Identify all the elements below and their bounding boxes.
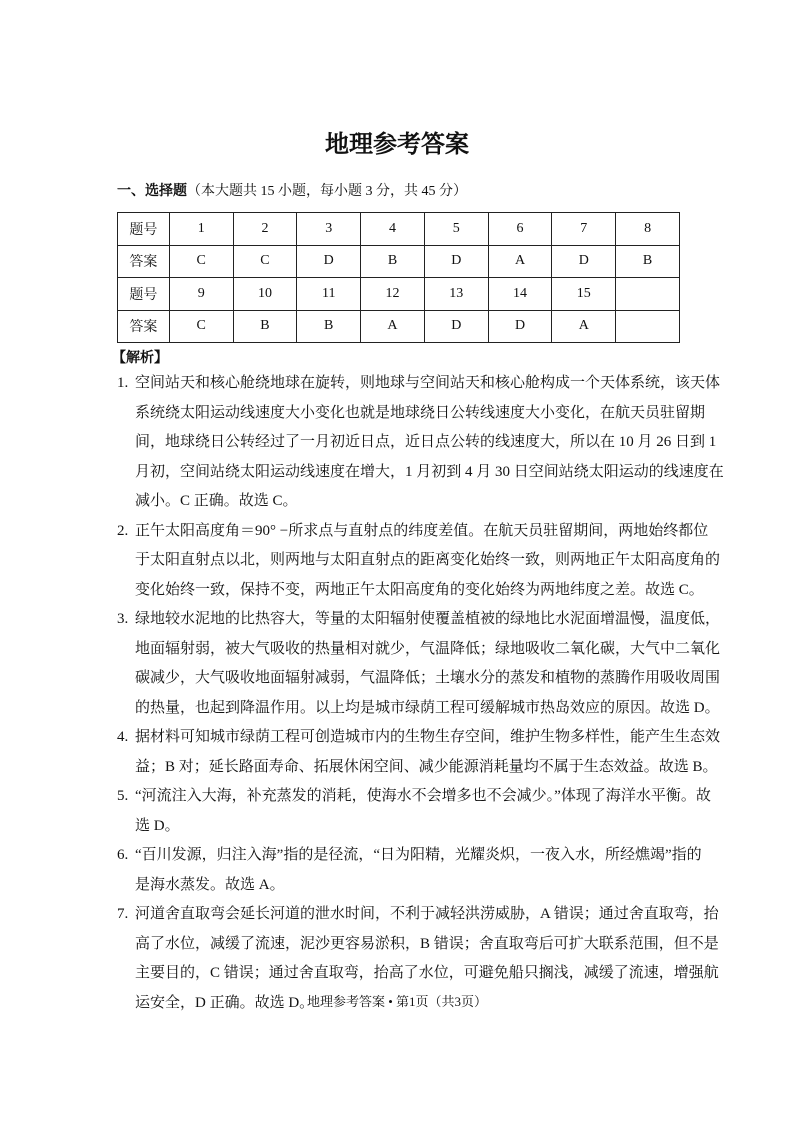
analysis-heading: 【解析】	[112, 350, 168, 366]
table-cell: A	[552, 310, 616, 343]
table-cell: 11	[297, 278, 361, 311]
item-text-line: 运安全，D 正确。故选 D。	[135, 994, 315, 1011]
item-number: 7.	[117, 906, 129, 922]
analysis-item	[117, 782, 711, 841]
table-cell: B	[233, 310, 297, 343]
table-cell: 2	[233, 213, 297, 246]
table-cell: 15	[552, 278, 616, 311]
section-title: 一、选择题	[117, 183, 187, 199]
item-number: 1.	[117, 375, 129, 391]
analysis-list	[117, 369, 724, 1018]
section-heading	[117, 180, 467, 200]
table-cell: D	[552, 245, 616, 278]
table-cell: C	[169, 245, 233, 278]
item-text-line: 是海水蒸发。故选 A。	[135, 876, 285, 893]
table-cell: 12	[361, 278, 425, 311]
item-text-line: 空间站天和核心舱绕地球在旋转，则地球与空间站天和核心舱构成一个天体系统，该天体	[135, 375, 721, 391]
table-cell: 4	[361, 213, 425, 246]
table-cell: C	[233, 245, 297, 278]
table-cell: 1	[169, 213, 233, 246]
table-row	[118, 213, 680, 246]
item-text-line: 绿地较水泥地的比热容大，等量的太阳辐射使覆盖植被的绿地比水泥面增温慢，温度低，	[135, 611, 721, 627]
table-row	[118, 245, 680, 278]
item-text-line: 益；B 对；延长路面寿命、拓展休闲空间、减少能源消耗量均不属于生态效益。故选 B。	[135, 758, 718, 775]
item-text-line: 碳减少，大气吸收地面辐射减弱，气温降低；土壤水分的蒸发和植物的蒸腾作用吸收周围	[135, 670, 721, 686]
table-cell: 3	[297, 213, 361, 246]
answer-table	[117, 212, 680, 343]
table-cell: 10	[233, 278, 297, 311]
table-cell	[616, 310, 680, 343]
item-text-line: 系统绕太阳运动线速度大小变化也就是地球绕日公转线速度大小变化，在航天员驻留期	[135, 404, 706, 421]
table-row	[118, 310, 680, 343]
table-cell: B	[297, 310, 361, 343]
table-cell: D	[424, 310, 488, 343]
item-text-line: 于太阳直射点以北，则两地与太阳直射点的距离变化始终一致，则两地正午太阳高度角的	[135, 552, 721, 568]
analysis-item	[117, 723, 721, 782]
item-number: 3.	[117, 611, 129, 627]
item-text-line: 减小。C 正确。故选 C。	[135, 493, 298, 509]
item-number: 5.	[117, 788, 129, 804]
item-text-line: 间，地球绕日公转经过了一月初近日点，近日点公转的线速度大，所以在 10 月 26 日到 1	[135, 434, 717, 450]
item-text-line: “百川发源，归注入海”指的是径流，“日为阳精，光耀炎炽，一夜入水，所经燋竭”指的	[135, 847, 702, 863]
item-text-line: 主要目的，C 错误；通过舍直取弯，抬高了水位，可避免船只搁浅，减缓了流速，增强航	[135, 965, 719, 981]
page-title: 地理参考答案	[325, 130, 469, 158]
row-header-cell: 题号	[118, 213, 170, 246]
table-cell: D	[488, 310, 552, 343]
item-number: 4.	[117, 729, 129, 745]
table-cell: 13	[424, 278, 488, 311]
table-cell: 8	[616, 213, 680, 246]
analysis-item	[117, 369, 724, 517]
table-cell: 14	[488, 278, 552, 311]
item-number: 6.	[117, 847, 129, 863]
table-row	[118, 278, 680, 311]
item-number: 2.	[117, 522, 129, 539]
table-cell: D	[297, 245, 361, 278]
item-text-line: 高了水位，减缓了流速，泥沙更容易淤积，B 错误；舍直取弯后可扩大联系范围，但不是	[135, 935, 719, 952]
table-cell: A	[361, 310, 425, 343]
item-text-line: “河流注入大海，补充蒸发的消耗，使海水不会增多也不会减少。”体现了海洋水平衡。故	[135, 788, 711, 804]
item-text-line: 正午太阳高度角＝90° −所求点与直射点的纬度差值。在航天员驻留期间，两地始终都位	[135, 522, 709, 539]
item-text-line: 选 D。	[135, 817, 180, 834]
table-cell: B	[616, 245, 680, 278]
table-cell: 7	[552, 213, 616, 246]
item-text-line: 变化始终一致，保持不变，两地正午太阳高度角的变化始终为两地纬度之差。故选 C。	[135, 581, 704, 598]
table-cell: A	[488, 245, 552, 278]
row-header-cell: 题号	[118, 278, 170, 311]
table-cell: 9	[169, 278, 233, 311]
table-cell	[616, 278, 680, 311]
analysis-item	[117, 605, 721, 723]
table-cell: 6	[488, 213, 552, 246]
item-text-line: 的热量，也起到降温作用。以上均是城市绿荫工程可缓解城市热岛效应的原因。故选 D。	[135, 699, 720, 716]
row-header-cell: 答案	[118, 245, 170, 278]
item-text-line: 河道舍直取弯会延长河道的泄水时间，不利于减轻洪涝威胁，A 错误；通过舍直取弯，抬	[135, 906, 719, 922]
item-text-line: 地面辐射弱，被大气吸收的热量相对就少，气温降低；绿地吸收二氧化碳，大气中二氧化	[135, 640, 721, 657]
table-cell: D	[424, 245, 488, 278]
section-note: （本大题共 15 小题，每小题 3 分，共 45 分）	[187, 184, 467, 199]
item-text-line: 月初，空间站绕太阳运动线速度在增大，1 月初到 4 月 30 日空间站绕太阳运动的线速度在	[135, 463, 724, 480]
row-header-cell: 答案	[118, 310, 170, 343]
table-cell: 5	[424, 213, 488, 246]
page-footer: 地理参考答案 • 第1页（共3页）	[306, 994, 488, 1009]
analysis-item	[117, 841, 702, 900]
table-cell: B	[361, 245, 425, 278]
analysis-item	[117, 517, 721, 606]
table-cell: C	[169, 310, 233, 343]
item-text-line: 据材料可知城市绿荫工程可创造城市内的生物生存空间，维护生物多样性，能产生生态效	[135, 729, 721, 745]
